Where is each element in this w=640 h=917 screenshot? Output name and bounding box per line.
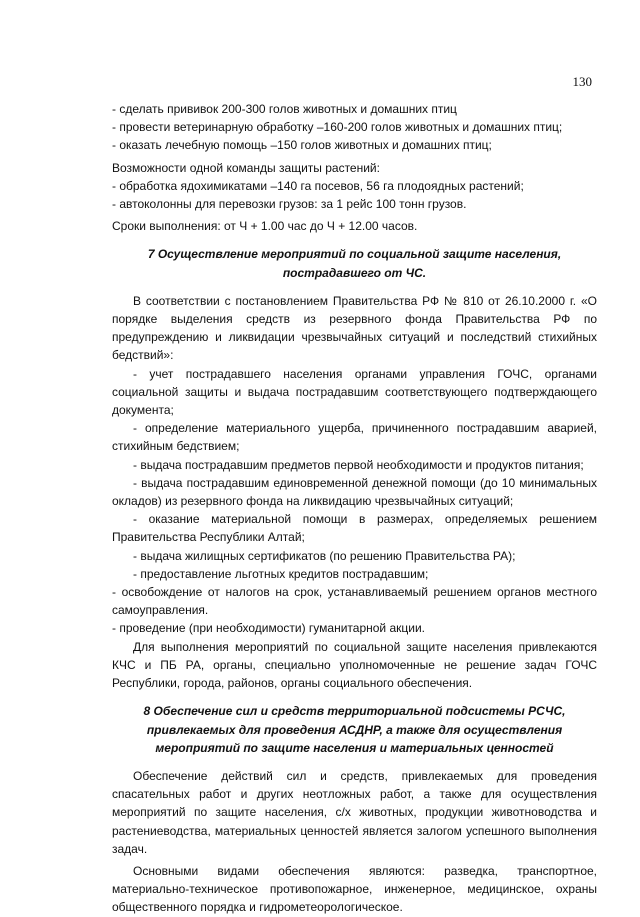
list-item: - выдача жилищных сертификатов (по решению Правительства РА);	[133, 548, 516, 563]
list-item: - учет пострадавшего населения органами управления ГОЧС, органами социальной защиты и выдача пострадавшим соответствующего подтверждающего документа;	[112, 366, 597, 418]
list-item: - определение материального ущерба, причиненного пострадавшим аварией, стихийным бедствием;	[112, 421, 597, 454]
list-item: - выдача пострадавшим предметов первой необходимости и продуктов питания;	[133, 457, 584, 472]
list-item: - проведение (при необходимости) гуманитарной акции.	[112, 621, 426, 636]
list-item: - оказать лечебную помощь –150 голов животных и домашних птиц;	[112, 138, 492, 153]
list-item: - сделать прививок 200-300 голов животных и домашних птиц	[112, 102, 457, 116]
list-item: - освобождение от налогов на срок, устанавливаемый решением органов местного самоуправления.	[112, 585, 597, 618]
list-item: - автоколонны для перевозки грузов: за 1 рейс 100 тонн грузов.	[112, 197, 467, 212]
list-item: - провести ветеринарную обработку –160-200 голов животных и домашних птиц;	[112, 120, 563, 135]
section-8-paragraph: Обеспечение действий сил и средств, привлекаемых для проведения спасательных работ и других неотложных работ, а также для осуществления мероприятий по защите населения, с/х животных, продукции животноводства и растениеводства, материальных ценностей является залогом успешного выполнения задач.	[112, 768, 597, 856]
section-8-heading: 8 Обеспечение сил и средств территориальной подсистемы РСЧС, привлекаемых для проведения АСДНР, а также для осуществления мероприятий по защите населения и материальных ценностей	[143, 704, 566, 755]
page-content	[112, 100, 597, 917]
list-item: - обработка ядохимикатами –140 га посевов, 56 га плодоядных растений;	[112, 178, 524, 193]
list-item: - оказание материальной помощи в размерах, определяемых решением Правительства Республики Алтай;	[112, 512, 597, 545]
section-7-heading: 7 Осуществление мероприятий по социальной защите населения, пострадавшего от ЧС.	[147, 247, 562, 280]
list-item: - выдача пострадавшим единовременной денежной помощи (до 10 минимальных окладов) из резервного фонда на ликвидацию чрезвычайных ситуаций;	[112, 475, 597, 509]
section-7-intro: В соответствии с постановлением Правительства РФ № 810 от 26.10.2000 г. «О порядке выделения средств из резервного фонда Правительства РФ по предупреждению и ликвидации чрезвычайных ситуаций и последствий стихийных бедствий»:	[112, 293, 597, 363]
list-item: - предоставление льготных кредитов пострадавшим;	[133, 566, 429, 581]
section-7-closing: Для выполнения мероприятий по социальной защите населения привлекаются КЧС и ПБ РА, органы, специально уполномоченные не решение задач ГОЧС Республики, города, районов, органы социального обеспечения.	[112, 639, 597, 691]
page-number: 130	[572, 74, 592, 89]
section-8-paragraph: Основными видами обеспечения являются: разведка, транспортное, материально-техническое противопожарное, инженерное, медицинское, охраны общественного порядка и гидрометеорологическое.	[112, 863, 597, 915]
deadline-text: Сроки выполнения: от Ч + 1.00 час до Ч + 12.00 часов.	[112, 219, 418, 234]
plant-protection-title: Возможности одной команды защиты растений:	[112, 160, 380, 175]
